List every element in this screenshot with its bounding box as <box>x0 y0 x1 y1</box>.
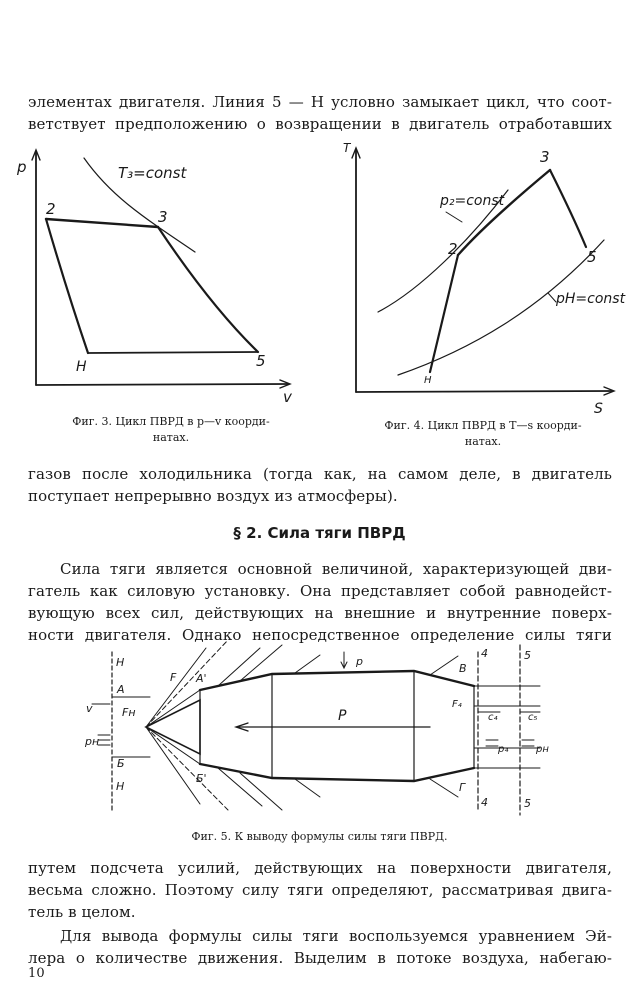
fig5-label-F4: F₄ <box>452 699 462 710</box>
fig5-label-5-bottom: 5 <box>524 797 531 810</box>
fig5-label-pH: pн <box>85 735 100 748</box>
para3-line-1: Для вывода формулы силы тяги воспользуемся уравнением Эй- <box>60 927 612 945</box>
para2-line-2: весьма сложно. Поэтому силу тяги определяют, рассматривая двига- <box>28 881 612 899</box>
fig5-label-A-prime: A' <box>196 672 207 685</box>
fig5-label-H-top: H <box>116 656 125 669</box>
fig5-label-G-right: Г <box>459 781 466 794</box>
fig5-label-B-prime: Б' <box>196 772 207 785</box>
fig5-label-p-top: p <box>356 655 363 668</box>
para1-line-1: Сила тяги является основной величиной, характеризующей дви- <box>60 560 612 578</box>
fig3-y-axis-label: p <box>17 158 27 176</box>
fig5-label-A: A <box>117 683 125 696</box>
fig3-caption-line-1: Фиг. 3. Цикл ПВРД в p—v коорди- <box>72 415 270 428</box>
fig4-point-H: H <box>424 375 432 386</box>
para1-line-3: вующую всех сил, действующих на внешние и внутренние поверх- <box>28 604 612 622</box>
para1-line-4: ности двигателя. Однако непосредственное определение силы тяги <box>28 626 612 644</box>
fig3-point-3: 3 <box>158 208 168 226</box>
page-number: 10 <box>28 966 45 981</box>
fig3-point-H: H <box>76 359 87 375</box>
fig4-caption-line-2: натах. <box>464 435 502 448</box>
para3-line-2: лера о количестве движения. Выделим в потоке воздуха, набегаю- <box>28 949 612 967</box>
para2-line-3: тель в целом. <box>28 903 136 921</box>
fig5-label-FH: Fн <box>122 706 136 719</box>
fig5-label-c4: c₄ <box>488 712 498 723</box>
fig5-caption: Фиг. 5. К выводу формулы силы тяги ПВРД. <box>191 830 448 843</box>
fig3-x-axis-label: v <box>283 388 292 406</box>
fig5-label-H-bottom: H <box>116 780 125 793</box>
fig5-label-c5: c₅ <box>528 712 538 723</box>
fig5-label-5-top: 5 <box>524 649 531 662</box>
fig5-label-v: v <box>86 702 93 715</box>
fig5-label-4-bottom: 4 <box>481 796 488 809</box>
para1-line-2: гатель как силовую установку. Она представляет собой равнодейст- <box>28 582 612 600</box>
body-text-top-line-1: элементах двигателя. Линия 5 — Н условно замыкает цикл, что соот- <box>28 93 612 111</box>
body-text-top-line-2: ветствует предположению о возвращении в двигатель отработавших <box>28 115 612 133</box>
fig5-label-F: F <box>170 671 177 684</box>
body-text-mid-line-1: газов после холодильника (тогда как, на самом деле, в двигатель <box>28 465 612 483</box>
section-heading: § 2. Сила тяги ПВРД <box>233 524 406 542</box>
fig5-label-V-right: В <box>459 662 467 675</box>
fig3-caption-line-2: натах. <box>152 431 190 444</box>
fig4-point-3: 3 <box>540 148 550 166</box>
fig4-y-axis-label: T <box>343 141 351 155</box>
fig5-label-p4: p₄ <box>498 744 509 755</box>
para2-line-1: путем подсчета усилий, действующих на поверхности двигателя, <box>28 859 612 877</box>
fig4-isobar-p2-label: p₂=const <box>440 193 505 209</box>
fig5-label-pH-right: pн <box>536 744 549 755</box>
fig3-point-2: 2 <box>46 200 56 218</box>
fig4-point-2: 2 <box>448 240 458 258</box>
body-text-mid-line-2: поступает непрерывно воздух из атмосферы). <box>28 487 398 505</box>
fig5-label-4-top: 4 <box>481 647 488 660</box>
fig5-label-B-bottom: Б <box>117 757 125 770</box>
fig5-body-bottom <box>200 764 474 781</box>
fig4-caption-line-1: Фиг. 4. Цикл ПВРД в T—s коорди- <box>384 419 582 432</box>
fig3-isotherm-label: T₃=const <box>118 164 187 182</box>
fig5-label-P: P <box>338 708 347 724</box>
fig4-point-5: 5 <box>587 248 597 266</box>
fig4-x-axis-label: S <box>594 401 603 417</box>
fig3-point-5: 5 <box>256 352 266 370</box>
fig4-isobar-pH-label: pH=const <box>556 291 626 307</box>
